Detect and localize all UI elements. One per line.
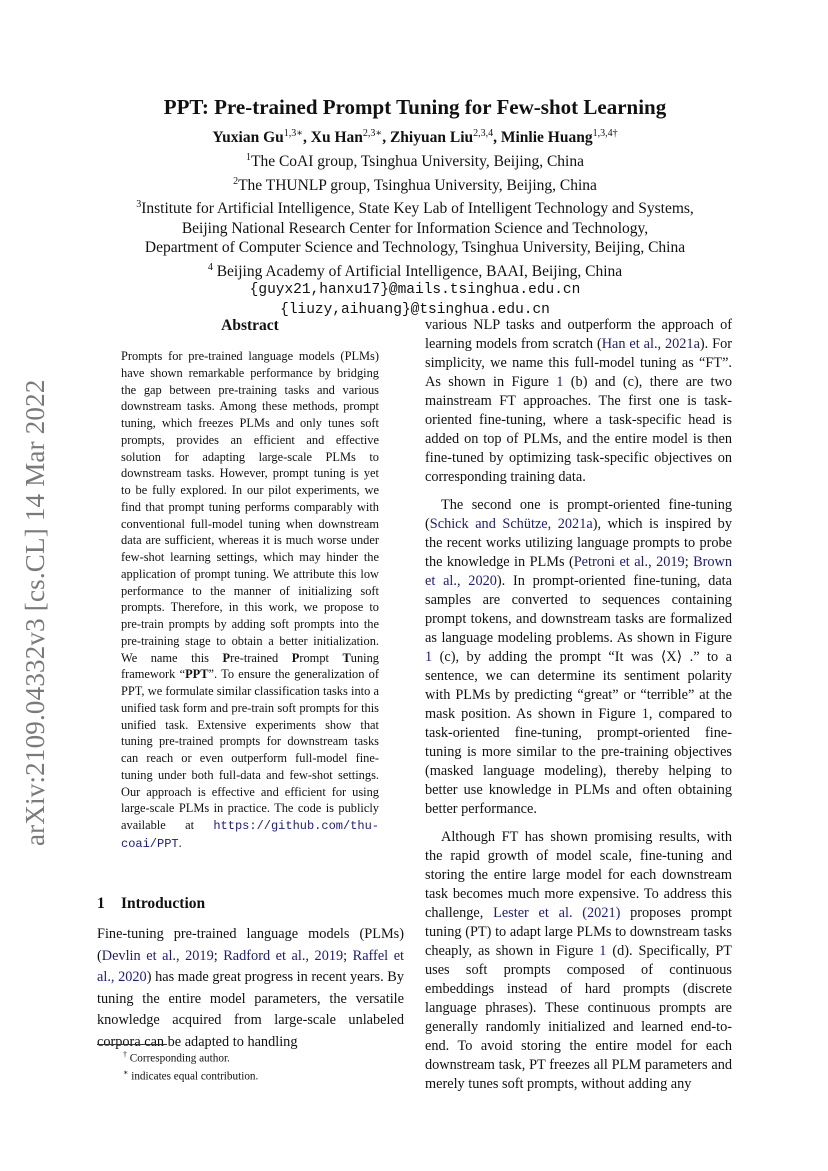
author-name: Xu Han <box>310 129 363 147</box>
footnote-item: † Corresponding author. <box>123 1050 230 1065</box>
affiliation-line: $^2$The THUNLP group, Tsinghua University, Beijing, China <box>233 175 597 194</box>
paragraph: Although FT has shown promising results, with the rapid growth of model scale, fine-tuning and storing the entire large model for each downstream task becomes much more expensive. To address this challenge, Lester et al. (2021) proposes prompt tuning (PT) to adapt large PLMs to downstream tasks cheaply, as shown in Figure 1 (d). Specifically, PT uses soft prompts composed of continuous embeddings instead of hard prompts (discrete language phrases). These continuous prompts are generally randomly initialized and learned end-to-end. To avoid storing the entire model for each downstream task, PT freezes all PLM parameters and merely tunes soft prompts, without adding any <box>425 829 733 1092</box>
citation-link[interactable]: Devlin et al., 2019 <box>101 947 214 964</box>
affiliation-line: $^3$Institute for Artificial Intelligence, State Key Lab of Intelligent Technology and Systems, <box>136 199 694 218</box>
author-marks: 1,3∗ <box>283 128 304 139</box>
figure-ref-link[interactable]: 1 <box>599 943 607 959</box>
author-name: Zhiyuan Liu <box>389 129 474 147</box>
introduction-left-text: Fine-tuning pre-trained language models (PLMs) (Devlin et al., 2019; Radford et al., 2019; Raffel et al., 2020) has made great progress in recent years. By tuning the entire model parameters, the versatile knowledge acquired from large-scale unlabeled corpora can be adapted to handling <box>97 926 405 1050</box>
affiliation-line: $^1$The CoAI group, Tsinghua University, Beijing, China <box>246 152 584 171</box>
abstract-body: Prompts for pre-trained language models (PLMs) have shown remarkable performance by bridging the gap between pre-training tasks and various downstream tasks. Among these methods, prompt tuning, which freezes PLMs and only tunes soft prompts, provides an efficient and effective solution for adapting large-scale PLMs to downstream tasks. However, prompt tuning is yet to be fully explored. In our pilot experiments, we find that prompt tuning performs comparably with conventional full-model tuning when downstream data are sufficient, whereas it is much worse under few-shot learning settings, which may hinder the application of prompt tuning. We attribute this low performance to the manner of initializing soft prompts. Therefore, in this work, we propose to pre-train prompts by adding soft prompts into the pre-training stage to obtain a better initialization. We name this Pre-trained Prompt Tuning framework “PPT”. To ensure the generalization of PPT, we formulate similar classification tasks into a unified task form and pre-train soft prompts for this unified task. Extensive experiments show that tuning pre-trained prompts for downstream tasks can reach or even outperform full-model fine-tuning under both full-data and few-shot settings. Our approach is effective and efficient for using large-scale PLMs in practice. The code is publicly available at https://github.com/thu-coai/PPT. <box>121 349 380 851</box>
author-marks: 1,3,4† <box>592 128 618 139</box>
author-marks: 2,3∗ <box>362 128 383 139</box>
email-line: {guyx21,hanxu17}@mails.tsinghua.edu.cn <box>249 282 581 299</box>
email-line: {liuzy,aihuang}@tsinghua.edu.cn <box>280 301 550 318</box>
author-marks: 2,3,4 <box>473 128 494 139</box>
citation-link[interactable]: Han et al., 2021a <box>601 336 700 352</box>
arxiv-identifier-stamp[interactable]: arXiv:2109.04332v3 [cs.CL] 14 Mar 2022 <box>20 379 50 846</box>
figure-ref-link[interactable]: 1 <box>556 374 564 390</box>
citation-link[interactable]: Lester et al. (2021) <box>493 905 621 921</box>
footnotes <box>123 1048 393 1083</box>
affiliation-line: $^4$ Beijing Academy of Artificial Intelligence, BAAI, Beijing, China <box>207 261 623 280</box>
right-column-text <box>425 316 732 1103</box>
citation-link[interactable]: Raffel et al., 2020 <box>97 947 405 986</box>
abstract-section <box>121 316 379 853</box>
citation-link[interactable]: Schick and Schütze, 2021a <box>429 516 593 532</box>
abstract-heading: Abstract <box>221 317 279 334</box>
figure-ref-link[interactable]: 1 <box>641 706 649 722</box>
citation-link[interactable]: Petroni et al., 2019 <box>573 554 685 570</box>
citation-link[interactable]: Radford et al., 2019 <box>223 947 344 964</box>
author-name: Yuxian Gu <box>212 129 284 147</box>
section-heading-introduction: 1 Introduction <box>97 895 206 912</box>
code-url-link[interactable]: https://github.com/thu-coai/PPT <box>121 819 379 851</box>
author-list: Yuxian $Gu^{1,3∗}$, Xu Han$^{2,3∗}$, Zhiyuan Liu$^{2,3,4}$, Minlie Huang$^{1,3,4\dagger}$ <box>212 128 618 147</box>
paragraph: The second one is prompt-oriented fine-tuning (Schick and Schütze, 2021a), which is inspired by the recent works utilizing language prompts to probe the knowledge in PLMs (Petroni et al., 2019; Brown et al., 2020). In prompt-oriented fine-tuning, data samples are converted to sequences containing prompt tokens, and downstream tasks are formalized as language modeling problems. As shown in Figure 1 (c), by adding the prompt “It was ⟨X⟩ .” to a sentence, we can determine its sentiment polarity with PLMs by predicting “great” or “terrible” at the mask position. As shown in Figure 1, compared to task-oriented fine-tuning, prompt-oriented fine-tuning is more similar to the pre-training objectives (masked language modeling), thereby helping to better use knowledge in PLMs and often obtaining better performance. <box>425 497 733 817</box>
paper-title: PPT: Pre-trained Prompt Tuning for Few-shot Learning <box>163 95 667 119</box>
author-name: Minlie Huang <box>500 129 593 147</box>
affiliation-line: Beijing National Research Center for Information Science and Technology, <box>181 219 649 237</box>
paragraph: various NLP tasks and outperform the approach of learning models from scratch (Han et al., 2021a). For simplicity, we name this full-model tuning as “FT”. As shown in Figure 1 (b) and (c), there are two mainstream FT approaches. The first one is task-oriented fine-tuning, where a task-specific head is added on top of PLMs, and the entire model is then fine-tuned by optimizing task-specific objectives on corresponding training data. <box>425 317 733 485</box>
footnote-divider <box>97 1044 167 1045</box>
paper-header <box>95 94 735 320</box>
figure-ref-link[interactable]: 1 <box>425 649 433 665</box>
affiliation-line: Department of Computer Science and Technology, Tsinghua University, Beijing, China <box>144 239 686 257</box>
footnote-item: ∗ indicates equal contribution. <box>123 1067 259 1083</box>
citation-link[interactable]: Brown et al., 2020 <box>425 554 733 589</box>
